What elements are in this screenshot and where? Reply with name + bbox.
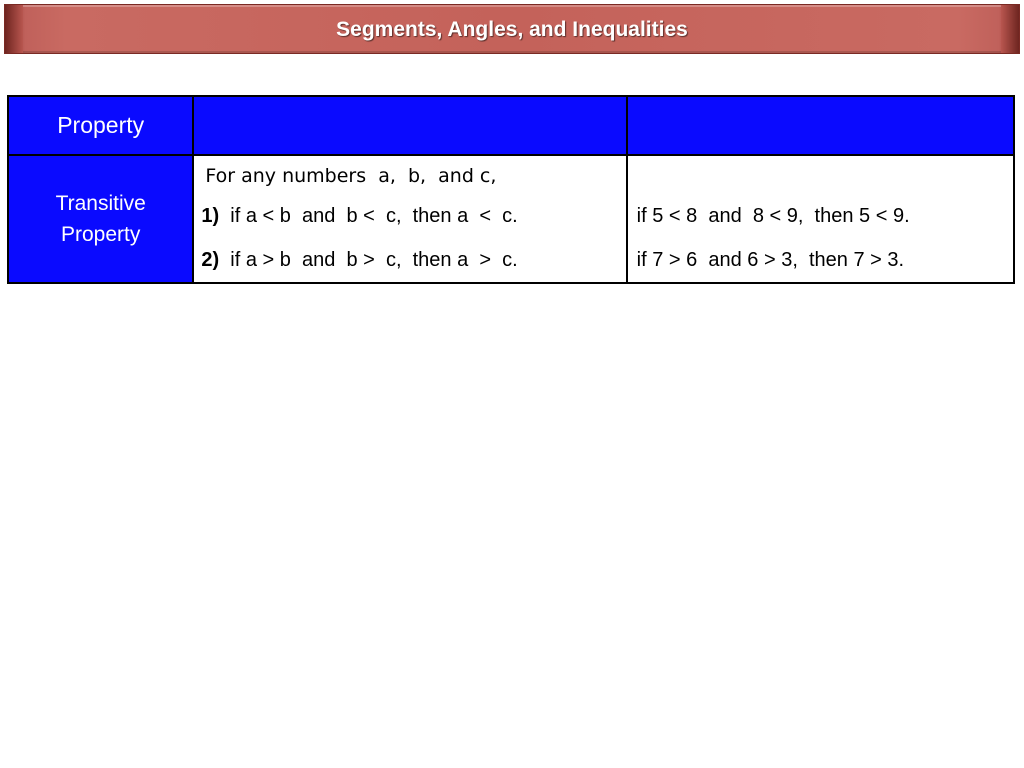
rule-1 <box>194 194 625 238</box>
title-bar <box>4 4 1020 54</box>
example-1: if 5 < 8 and 8 < 9, then 5 < 9. <box>636 205 910 227</box>
row-label-transitive-property <box>8 155 193 283</box>
row-label-line2: Property <box>61 223 141 246</box>
row-label-line1: Transitive <box>55 192 146 215</box>
rule-1-number: 1) <box>201 205 220 227</box>
rule-2-text: if a > b and b > c, then a > c. <box>219 249 518 271</box>
rule-1-text: if a < b and b < c, then a < c. <box>219 205 518 227</box>
example-2: if 7 > 6 and 6 > 3, then 7 > 3. <box>636 249 905 271</box>
examples-spacer <box>628 156 1013 194</box>
intro-text: For any numbers a, b, and c, <box>205 165 497 187</box>
rule-2 <box>194 238 625 282</box>
examples-cell <box>627 155 1014 283</box>
slide-title: Segments, Angles, and Inequalities <box>336 18 688 41</box>
header-property: Property <box>8 96 193 155</box>
properties-table <box>7 95 1015 284</box>
table-row <box>8 155 1014 283</box>
table-header-row <box>8 96 1014 155</box>
header-col2 <box>193 96 626 155</box>
rules-cell <box>193 155 626 283</box>
header-col3 <box>627 96 1014 155</box>
rule-2-number: 2) <box>201 249 220 271</box>
